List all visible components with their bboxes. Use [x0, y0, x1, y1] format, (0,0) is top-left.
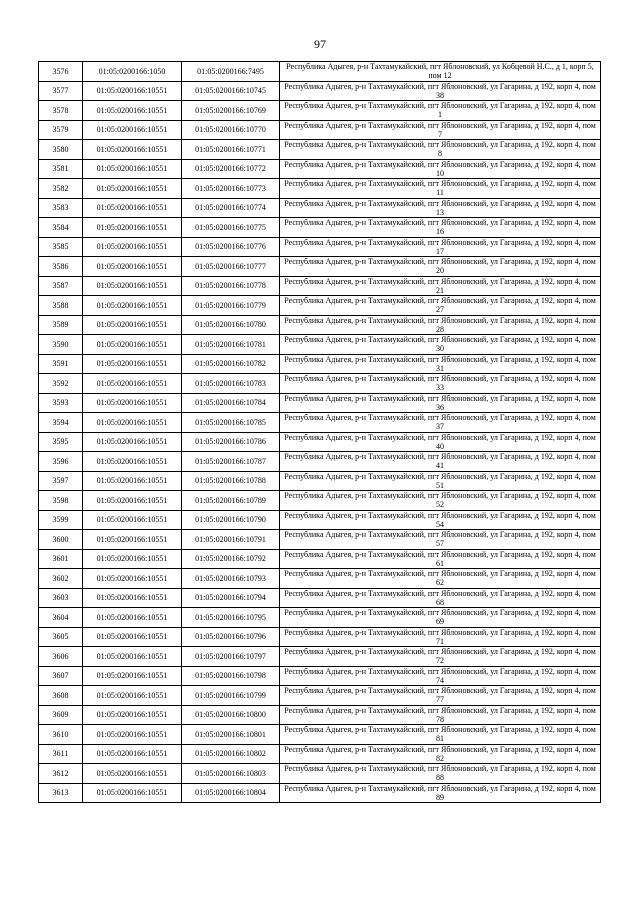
cadastral-number-cell: 01:05:0200166:10788: [182, 471, 280, 491]
table-row: [39, 237, 601, 257]
parent-cadastral-cell: 01:05:0200166:10551: [83, 725, 182, 745]
parent-cadastral-cell: 01:05:0200166:10551: [83, 705, 182, 725]
address-cell: Республика Адыгея, р-н Тахтамукайский, пгт Яблоновский, ул Гагарина, д 192, корп 4, пом 61: [280, 549, 601, 569]
table-row: [39, 725, 601, 745]
parent-cadastral-cell: 01:05:0200166:10551: [83, 198, 182, 218]
address-cell: Республика Адыгея, р-н Тахтамукайский, пгт Яблоновский, ул Гагарина, д 192, корп 4, пом 33: [280, 374, 601, 394]
address-cell: Республика Адыгея, р-н Тахтамукайский, пгт Яблоновский, ул Гагарина, д 192, корп 4, пом 74: [280, 666, 601, 686]
cadastral-number-cell: 01:05:0200166:10782: [182, 354, 280, 374]
parent-cadastral-cell: 01:05:0200166:10551: [83, 179, 182, 199]
cadastral-number-cell: 01:05:0200166:10773: [182, 179, 280, 199]
table-row: [39, 198, 601, 218]
table-row: [39, 218, 601, 238]
row-number-cell: 3588: [39, 296, 83, 316]
row-number-cell: 3578: [39, 101, 83, 121]
table-row: [39, 491, 601, 511]
parent-cadastral-cell: 01:05:0200166:10551: [83, 354, 182, 374]
table-row: [39, 510, 601, 530]
row-number-cell: 3611: [39, 744, 83, 764]
cadastral-number-cell: 01:05:0200166:10769: [182, 101, 280, 121]
row-number-cell: 3589: [39, 315, 83, 335]
cadastral-number-cell: 01:05:0200166:10781: [182, 335, 280, 355]
cadastral-number-cell: 01:05:0200166:10780: [182, 315, 280, 335]
parent-cadastral-cell: 01:05:0200166:10551: [83, 569, 182, 589]
row-number-cell: 3581: [39, 159, 83, 179]
table-row: [39, 549, 601, 569]
address-cell: Республика Адыгея, р-н Тахтамукайский, пгт Яблоновский, ул Гагарина, д 192, корп 4, пом 1: [280, 101, 601, 121]
cadastral-number-cell: 01:05:0200166:10801: [182, 725, 280, 745]
table-row: [39, 608, 601, 628]
parent-cadastral-cell: 01:05:0200166:10551: [83, 374, 182, 394]
table-row: [39, 471, 601, 491]
table-row: [39, 179, 601, 199]
parent-cadastral-cell: 01:05:0200166:10551: [83, 81, 182, 101]
cadastral-number-cell: 01:05:0200166:10779: [182, 296, 280, 316]
address-cell: Республика Адыгея, р-н Тахтамукайский, пгт Яблоновский, ул Гагарина, д 192, корп 4, пом 54: [280, 510, 601, 530]
cadastral-number-cell: 01:05:0200166:10790: [182, 510, 280, 530]
parent-cadastral-cell: 01:05:0200166:10551: [83, 335, 182, 355]
address-cell: Республика Адыгея, р-н Тахтамукайский, пгт Яблоновский, ул Гагарина, д 192, корп 4, пом 20: [280, 257, 601, 277]
table-row: [39, 81, 601, 101]
table-row: [39, 62, 601, 82]
cadastral-number-cell: 01:05:0200166:10785: [182, 413, 280, 433]
table-row: [39, 647, 601, 667]
row-number-cell: 3582: [39, 179, 83, 199]
address-cell: Республика Адыгея, р-н Тахтамукайский, пгт Яблоновский, ул Гагарина, д 192, корп 4, пом 8: [280, 140, 601, 160]
records-table-body: [39, 62, 601, 803]
table-row: [39, 588, 601, 608]
table-row: [39, 764, 601, 784]
cadastral-number-cell: 01:05:0200166:10800: [182, 705, 280, 725]
address-cell: Республика Адыгея, р-н Тахтамукайский, пгт Яблоновский, ул Гагарина, д 192, корп 4, пом 37: [280, 413, 601, 433]
parent-cadastral-cell: 01:05:0200166:10551: [83, 471, 182, 491]
address-cell: Республика Адыгея, р-н Тахтамукайский, пгт Яблоновский, ул Гагарина, д 192, корп 4, пом 16: [280, 218, 601, 238]
parent-cadastral-cell: 01:05:0200166:10551: [83, 608, 182, 628]
cadastral-number-cell: 01:05:0200166:7495: [182, 62, 280, 82]
parent-cadastral-cell: 01:05:0200166:10551: [83, 120, 182, 140]
row-number-cell: 3583: [39, 198, 83, 218]
table-row: [39, 686, 601, 706]
cadastral-number-cell: 01:05:0200166:10777: [182, 257, 280, 277]
row-number-cell: 3579: [39, 120, 83, 140]
parent-cadastral-cell: 01:05:0200166:10551: [83, 783, 182, 803]
parent-cadastral-cell: 01:05:0200166:10551: [83, 159, 182, 179]
table-row: [39, 257, 601, 277]
cadastral-number-cell: 01:05:0200166:10802: [182, 744, 280, 764]
parent-cadastral-cell: 01:05:0200166:10551: [83, 491, 182, 511]
parent-cadastral-cell: 01:05:0200166:10551: [83, 744, 182, 764]
records-table: [38, 61, 601, 803]
cadastral-number-cell: 01:05:0200166:10793: [182, 569, 280, 589]
row-number-cell: 3592: [39, 374, 83, 394]
parent-cadastral-cell: 01:05:0200166:10551: [83, 140, 182, 160]
cadastral-number-cell: 01:05:0200166:10796: [182, 627, 280, 647]
row-number-cell: 3599: [39, 510, 83, 530]
parent-cadastral-cell: 01:05:0200166:1050: [83, 62, 182, 82]
row-number-cell: 3577: [39, 81, 83, 101]
address-cell: Республика Адыгея, р-н Тахтамукайский, пгт Яблоновский, ул Гагарина, д 192, корп 4, пом 7: [280, 120, 601, 140]
address-cell: Республика Адыгея, р-н Тахтамукайский, пгт Яблоновский, ул Гагарина, д 192, корп 4, пом 72: [280, 647, 601, 667]
table-row: [39, 159, 601, 179]
address-cell: Республика Адыгея, р-н Тахтамукайский, пгт Яблоновский, ул Гагарина, д 192, корп 4, пом 38: [280, 81, 601, 101]
cadastral-number-cell: 01:05:0200166:10791: [182, 530, 280, 550]
row-number-cell: 3613: [39, 783, 83, 803]
address-cell: Республика Адыгея, р-н Тахтамукайский, пгт Яблоновский, ул Гагарина, д 192, корп 4, пом 81: [280, 725, 601, 745]
cadastral-number-cell: 01:05:0200166:10797: [182, 647, 280, 667]
table-row: [39, 666, 601, 686]
address-cell: Республика Адыгея, р-н Тахтамукайский, пгт Яблоновский, ул Гагарина, д 192, корп 4, пом 69: [280, 608, 601, 628]
address-cell: Республика Адыгея, р-н Тахтамукайский, пгт Яблоновский, ул Кобцевой Н.С., д 1, корп 5, пом 12: [280, 62, 601, 82]
parent-cadastral-cell: 01:05:0200166:10551: [83, 627, 182, 647]
row-number-cell: 3600: [39, 530, 83, 550]
parent-cadastral-cell: 01:05:0200166:10551: [83, 452, 182, 472]
table-row: [39, 452, 601, 472]
cadastral-number-cell: 01:05:0200166:10783: [182, 374, 280, 394]
cadastral-number-cell: 01:05:0200166:10803: [182, 764, 280, 784]
cadastral-number-cell: 01:05:0200166:10789: [182, 491, 280, 511]
parent-cadastral-cell: 01:05:0200166:10551: [83, 530, 182, 550]
cadastral-number-cell: 01:05:0200166:10798: [182, 666, 280, 686]
row-number-cell: 3595: [39, 432, 83, 452]
row-number-cell: 3607: [39, 666, 83, 686]
table-row: [39, 432, 601, 452]
row-number-cell: 3602: [39, 569, 83, 589]
address-cell: Республика Адыгея, р-н Тахтамукайский, пгт Яблоновский, ул Гагарина, д 192, корп 4, пом 82: [280, 744, 601, 764]
cadastral-number-cell: 01:05:0200166:10775: [182, 218, 280, 238]
address-cell: Республика Адыгея, р-н Тахтамукайский, пгт Яблоновский, ул Гагарина, д 192, корп 4, пом 36: [280, 393, 601, 413]
row-number-cell: 3608: [39, 686, 83, 706]
table-row: [39, 140, 601, 160]
address-cell: Республика Адыгея, р-н Тахтамукайский, пгт Яблоновский, ул Гагарина, д 192, корп 4, пом 78: [280, 705, 601, 725]
address-cell: Республика Адыгея, р-н Тахтамукайский, пгт Яблоновский, ул Гагарина, д 192, корп 4, пом 30: [280, 335, 601, 355]
row-number-cell: 3576: [39, 62, 83, 82]
cadastral-number-cell: 01:05:0200166:10770: [182, 120, 280, 140]
address-cell: Республика Адыгея, р-н Тахтамукайский, пгт Яблоновский, ул Гагарина, д 192, корп 4, пом 52: [280, 491, 601, 511]
cadastral-number-cell: 01:05:0200166:10795: [182, 608, 280, 628]
table-row: [39, 354, 601, 374]
parent-cadastral-cell: 01:05:0200166:10551: [83, 218, 182, 238]
row-number-cell: 3604: [39, 608, 83, 628]
table-row: [39, 374, 601, 394]
parent-cadastral-cell: 01:05:0200166:10551: [83, 510, 182, 530]
address-cell: Республика Адыгея, р-н Тахтамукайский, пгт Яблоновский, ул Гагарина, д 192, корп 4, пом 41: [280, 452, 601, 472]
row-number-cell: 3591: [39, 354, 83, 374]
table-row: [39, 101, 601, 121]
row-number-cell: 3580: [39, 140, 83, 160]
address-cell: Республика Адыгея, р-н Тахтамукайский, пгт Яблоновский, ул Гагарина, д 192, корп 4, пом 21: [280, 276, 601, 296]
table-row: [39, 296, 601, 316]
parent-cadastral-cell: 01:05:0200166:10551: [83, 101, 182, 121]
address-cell: Республика Адыгея, р-н Тахтамукайский, пгт Яблоновский, ул Гагарина, д 192, корп 4, пом 17: [280, 237, 601, 257]
parent-cadastral-cell: 01:05:0200166:10551: [83, 432, 182, 452]
cadastral-number-cell: 01:05:0200166:10776: [182, 237, 280, 257]
row-number-cell: 3601: [39, 549, 83, 569]
parent-cadastral-cell: 01:05:0200166:10551: [83, 237, 182, 257]
address-cell: Республика Адыгея, р-н Тахтамукайский, пгт Яблоновский, ул Гагарина, д 192, корп 4, пом 40: [280, 432, 601, 452]
row-number-cell: 3586: [39, 257, 83, 277]
address-cell: Республика Адыгея, р-н Тахтамукайский, пгт Яблоновский, ул Гагарина, д 192, корп 4, пом 57: [280, 530, 601, 550]
row-number-cell: 3609: [39, 705, 83, 725]
address-cell: Республика Адыгея, р-н Тахтамукайский, пгт Яблоновский, ул Гагарина, д 192, корп 4, пом 31: [280, 354, 601, 374]
address-cell: Республика Адыгея, р-н Тахтамукайский, пгт Яблоновский, ул Гагарина, д 192, корп 4, пом 88: [280, 764, 601, 784]
address-cell: Республика Адыгея, р-н Тахтамукайский, пгт Яблоновский, ул Гагарина, д 192, корп 4, пом 11: [280, 179, 601, 199]
row-number-cell: 3594: [39, 413, 83, 433]
address-cell: Республика Адыгея, р-н Тахтамукайский, пгт Яблоновский, ул Гагарина, д 192, корп 4, пом 51: [280, 471, 601, 491]
row-number-cell: 3605: [39, 627, 83, 647]
cadastral-number-cell: 01:05:0200166:10792: [182, 549, 280, 569]
table-row: [39, 393, 601, 413]
address-cell: Республика Адыгея, р-н Тахтамукайский, пгт Яблоновский, ул Гагарина, д 192, корп 4, пом 89: [280, 783, 601, 803]
row-number-cell: 3606: [39, 647, 83, 667]
table-row: [39, 627, 601, 647]
row-number-cell: 3598: [39, 491, 83, 511]
table-row: [39, 744, 601, 764]
table-row: [39, 315, 601, 335]
cadastral-number-cell: 01:05:0200166:10794: [182, 588, 280, 608]
cadastral-number-cell: 01:05:0200166:10772: [182, 159, 280, 179]
row-number-cell: 3612: [39, 764, 83, 784]
cadastral-number-cell: 01:05:0200166:10784: [182, 393, 280, 413]
row-number-cell: 3603: [39, 588, 83, 608]
cadastral-number-cell: 01:05:0200166:10786: [182, 432, 280, 452]
row-number-cell: 3587: [39, 276, 83, 296]
parent-cadastral-cell: 01:05:0200166:10551: [83, 666, 182, 686]
parent-cadastral-cell: 01:05:0200166:10551: [83, 549, 182, 569]
table-row: [39, 530, 601, 550]
parent-cadastral-cell: 01:05:0200166:10551: [83, 413, 182, 433]
table-row: [39, 783, 601, 803]
table-row: [39, 335, 601, 355]
row-number-cell: 3584: [39, 218, 83, 238]
row-number-cell: 3597: [39, 471, 83, 491]
parent-cadastral-cell: 01:05:0200166:10551: [83, 686, 182, 706]
parent-cadastral-cell: 01:05:0200166:10551: [83, 315, 182, 335]
table-row: [39, 276, 601, 296]
parent-cadastral-cell: 01:05:0200166:10551: [83, 276, 182, 296]
row-number-cell: 3593: [39, 393, 83, 413]
parent-cadastral-cell: 01:05:0200166:10551: [83, 647, 182, 667]
row-number-cell: 3610: [39, 725, 83, 745]
address-cell: Республика Адыгея, р-н Тахтамукайский, пгт Яблоновский, ул Гагарина, д 192, корп 4, пом 68: [280, 588, 601, 608]
cadastral-number-cell: 01:05:0200166:10804: [182, 783, 280, 803]
row-number-cell: 3585: [39, 237, 83, 257]
parent-cadastral-cell: 01:05:0200166:10551: [83, 393, 182, 413]
parent-cadastral-cell: 01:05:0200166:10551: [83, 764, 182, 784]
cadastral-number-cell: 01:05:0200166:10799: [182, 686, 280, 706]
address-cell: Республика Адыгея, р-н Тахтамукайский, пгт Яблоновский, ул Гагарина, д 192, корп 4, пом 27: [280, 296, 601, 316]
address-cell: Республика Адыгея, р-н Тахтамукайский, пгт Яблоновский, ул Гагарина, д 192, корп 4, пом 62: [280, 569, 601, 589]
table-row: [39, 120, 601, 140]
table-row: [39, 705, 601, 725]
table-row: [39, 413, 601, 433]
address-cell: Республика Адыгея, р-н Тахтамукайский, пгт Яблоновский, ул Гагарина, д 192, корп 4, пом 13: [280, 198, 601, 218]
cadastral-number-cell: 01:05:0200166:10774: [182, 198, 280, 218]
cadastral-number-cell: 01:05:0200166:10745: [182, 81, 280, 101]
page-number: 97: [314, 37, 326, 51]
parent-cadastral-cell: 01:05:0200166:10551: [83, 257, 182, 277]
row-number-cell: 3590: [39, 335, 83, 355]
table-row: [39, 569, 601, 589]
address-cell: Республика Адыгея, р-н Тахтамукайский, пгт Яблоновский, ул Гагарина, д 192, корп 4, пом 71: [280, 627, 601, 647]
row-number-cell: 3596: [39, 452, 83, 472]
parent-cadastral-cell: 01:05:0200166:10551: [83, 296, 182, 316]
address-cell: Республика Адыгея, р-н Тахтамукайский, пгт Яблоновский, ул Гагарина, д 192, корп 4, пом 77: [280, 686, 601, 706]
parent-cadastral-cell: 01:05:0200166:10551: [83, 588, 182, 608]
cadastral-number-cell: 01:05:0200166:10787: [182, 452, 280, 472]
cadastral-number-cell: 01:05:0200166:10778: [182, 276, 280, 296]
address-cell: Республика Адыгея, р-н Тахтамукайский, пгт Яблоновский, ул Гагарина, д 192, корп 4, пом 28: [280, 315, 601, 335]
address-cell: Республика Адыгея, р-н Тахтамукайский, пгт Яблоновский, ул Гагарина, д 192, корп 4, пом 10: [280, 159, 601, 179]
cadastral-number-cell: 01:05:0200166:10771: [182, 140, 280, 160]
